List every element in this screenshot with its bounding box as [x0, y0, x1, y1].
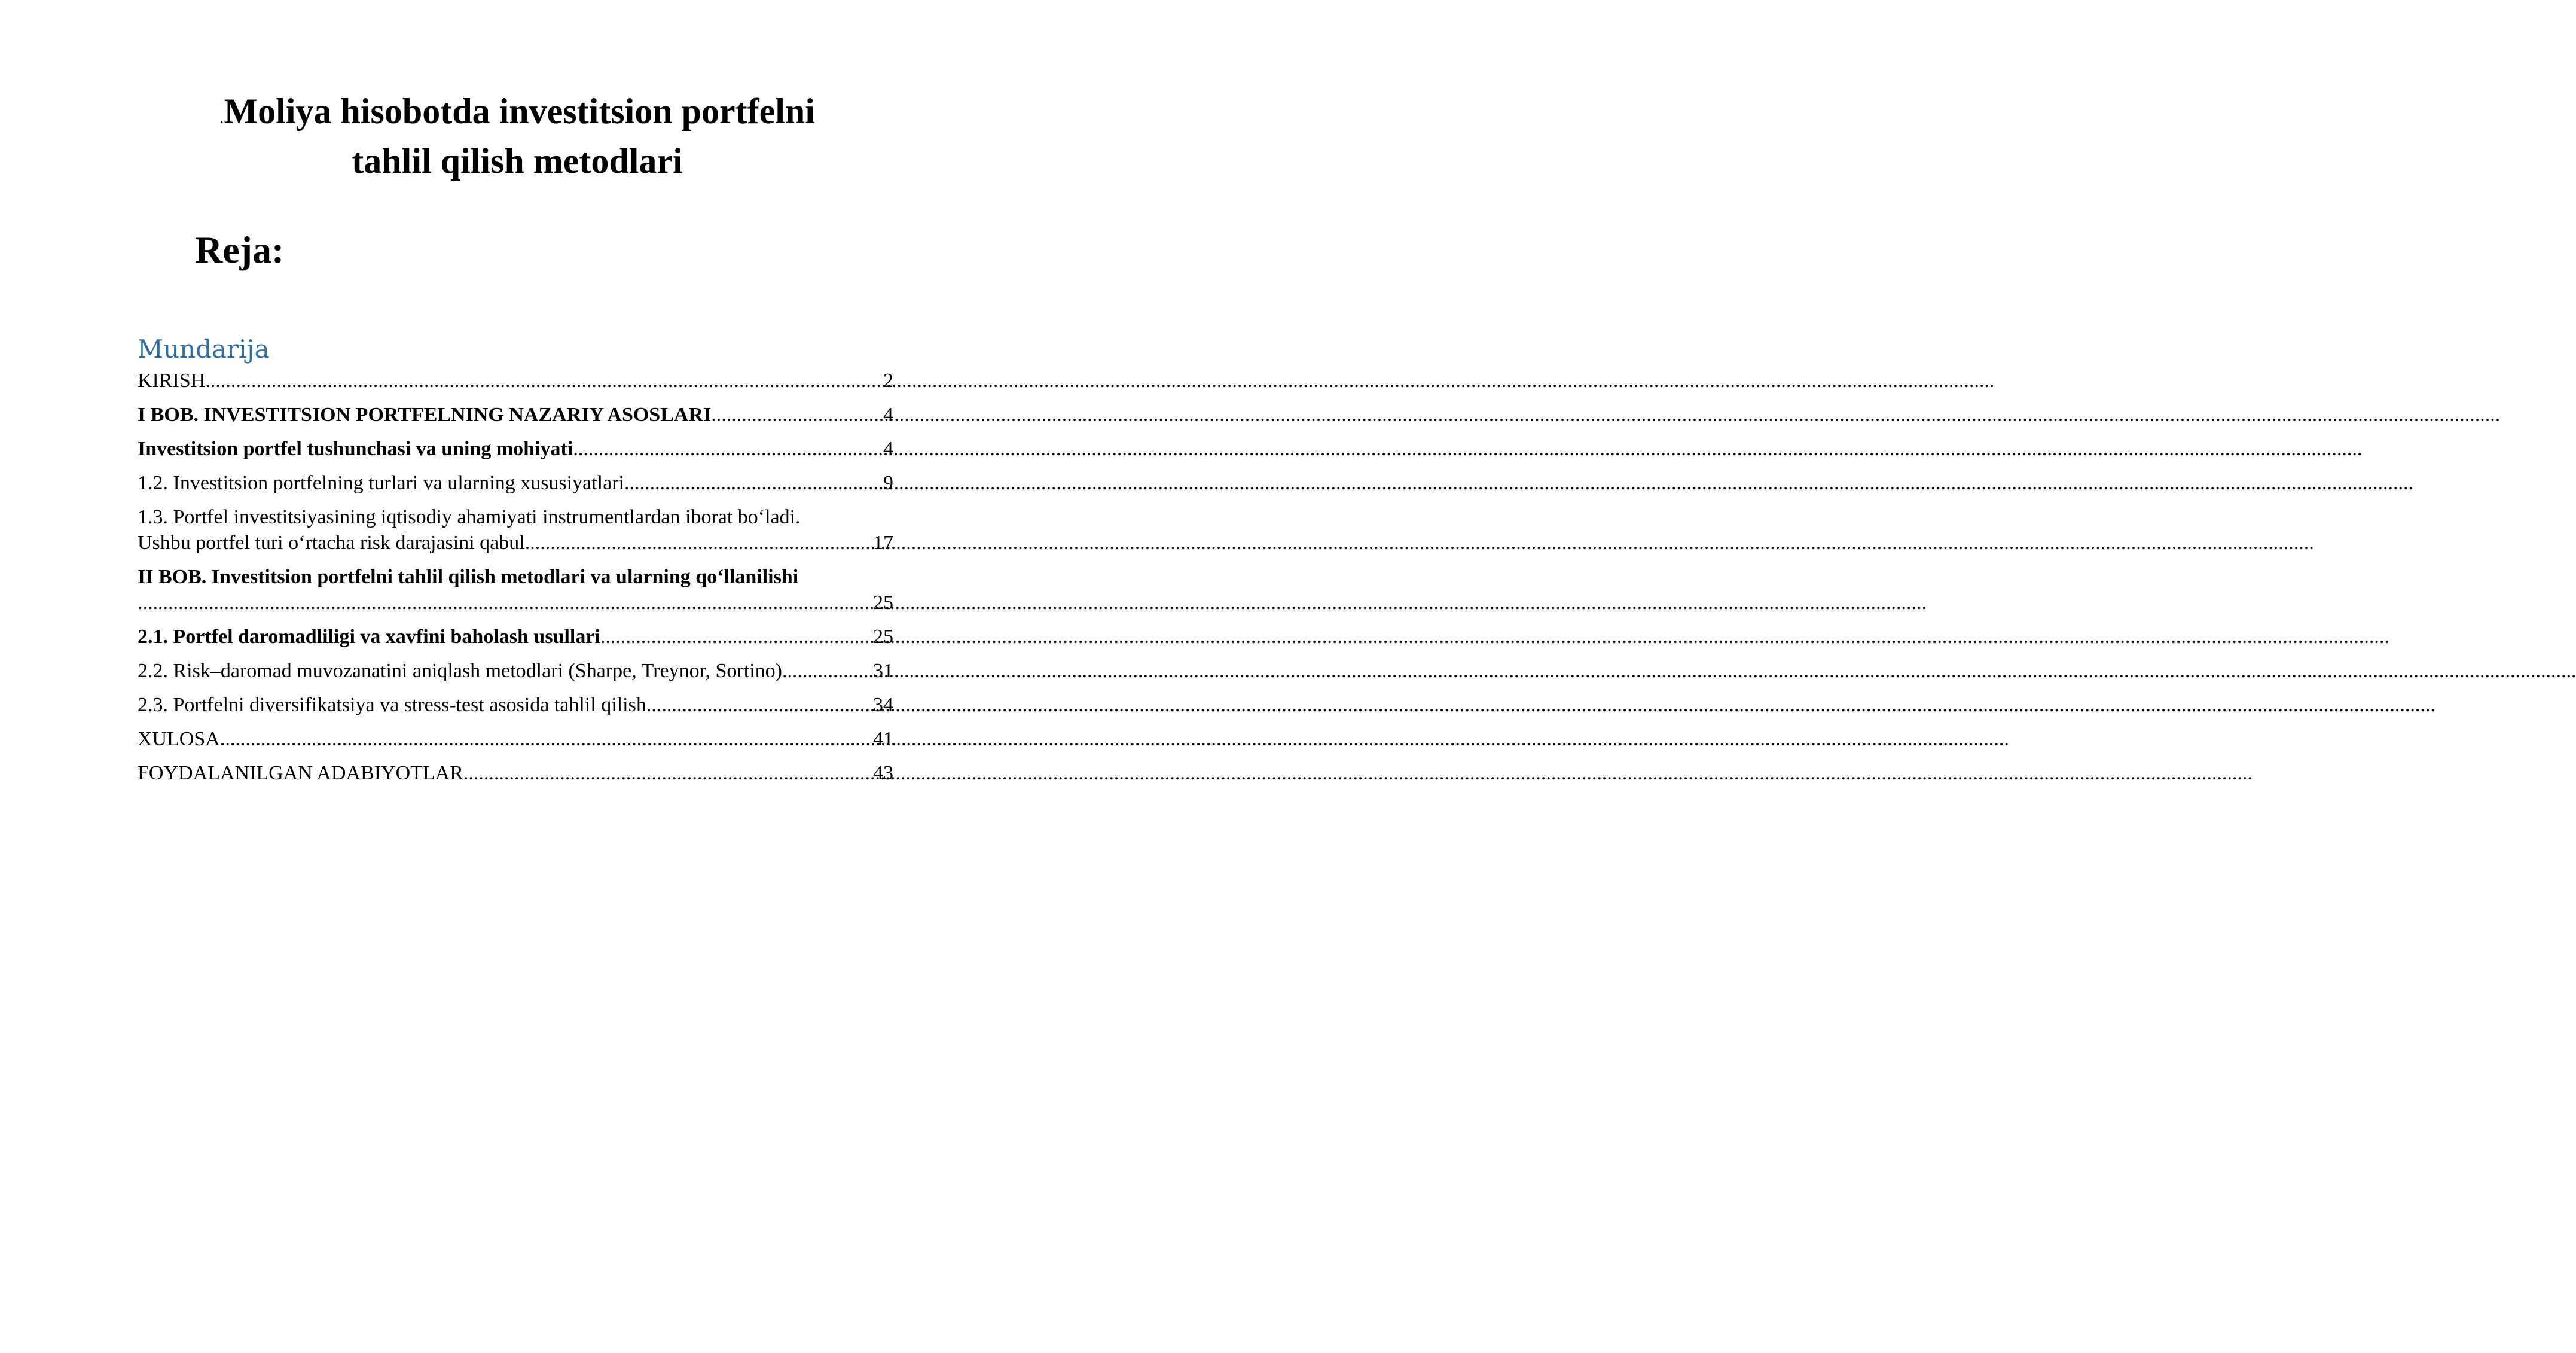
toc-dot-leader	[646, 692, 873, 718]
toc-entry-2-3[interactable]	[138, 692, 893, 718]
toc-entry-label: 2.2. Risk–daromad muvozanatini aniqlash metodlari (Sharpe, Treynor, Sortino).	[138, 660, 788, 682]
title-line-2: tahlil qilish metodlari	[352, 141, 683, 181]
toc-entry-label: XULOSA	[138, 728, 220, 750]
toc-entry-page: 25	[873, 626, 893, 648]
toc-entry-adabiyotlar[interactable]	[138, 760, 893, 786]
toc-entry-label: 1.2. Investitsion portfelning turlari va ularning xususiyatlari	[138, 472, 624, 494]
toc-entry-first-line: 1.3. Portfel investitsiyasining iqtisodiy ahamiyati instrumentlardan iborat bo‘ladi.	[138, 506, 801, 528]
toc-entry-label: 2.1. Portfel daromadliligi va xavfini baholash usullari	[138, 626, 600, 648]
table-of-contents	[138, 368, 893, 794]
toc-entry-label: Ushbu portfel turi o‘rtacha risk darajasini qabul	[138, 532, 525, 554]
toc-entry-page: 4	[883, 438, 893, 460]
toc-entry-label: I BOB. INVESTITSION PORTFELNING NAZARIY ASOSLARI	[138, 404, 712, 426]
toc-entry-page: 9	[883, 472, 893, 494]
toc-entry-label: FOYDALANILGAN ADABIYOTLAR	[138, 762, 463, 784]
toc-entry-chapter-1[interactable]	[138, 402, 893, 428]
toc-entry-xulosa[interactable]	[138, 726, 893, 752]
toc-entry-page: 31	[873, 660, 893, 682]
toc-heading: Mundarija	[138, 334, 270, 364]
toc-entry-1-3[interactable]	[138, 504, 893, 556]
toc-entry-1-2[interactable]	[138, 470, 893, 496]
title-line-1-text: Moliya hisobotda investitsion portfelni	[224, 92, 815, 131]
toc-entry-kirish[interactable]	[138, 368, 893, 394]
document-page	[0, 0, 957, 1353]
toc-entry-label: 2.3. Portfelni diversifikatsiya va stress-test asosida tahlil qilish	[138, 694, 646, 716]
title-prefix: .	[219, 108, 224, 127]
toc-entry-label: KIRISH	[138, 370, 206, 392]
toc-dot-leader	[787, 658, 873, 684]
toc-dot-leader	[573, 436, 883, 462]
toc-entry-page: 43	[873, 762, 893, 784]
toc-entry-first-line: II BOB. Investitsion portfelni tahlil qilish metodlari va ularning qo‘llanilishi	[138, 566, 799, 588]
toc-dot-leader	[463, 760, 873, 786]
toc-dot-leader	[711, 402, 883, 428]
toc-entry-page: 41	[873, 728, 893, 750]
title-line-1	[138, 90, 897, 139]
toc-dot-leader	[600, 624, 873, 650]
toc-entry-page: 4	[883, 404, 893, 426]
toc-dot-leader	[220, 726, 873, 752]
toc-entry-label: Investitsion portfel tushunchasi va uning mohiyati	[138, 438, 573, 460]
plan-heading: Reja:	[195, 228, 285, 271]
toc-dot-leader	[205, 368, 883, 394]
toc-dot-leader	[624, 470, 883, 496]
toc-entry-page: 25	[873, 592, 893, 614]
toc-dot-leader	[138, 590, 873, 615]
toc-entry-page: 34	[873, 694, 893, 716]
toc-entry-page: 2	[883, 370, 893, 392]
document-title	[138, 90, 897, 182]
toc-entry-chapter-2[interactable]	[138, 564, 893, 615]
toc-entry-2-1[interactable]	[138, 624, 893, 650]
toc-dot-leader	[525, 530, 873, 556]
toc-entry-page: 17	[873, 532, 893, 554]
toc-entry-2-2[interactable]	[138, 658, 893, 684]
toc-entry-1-1[interactable]	[138, 436, 893, 462]
